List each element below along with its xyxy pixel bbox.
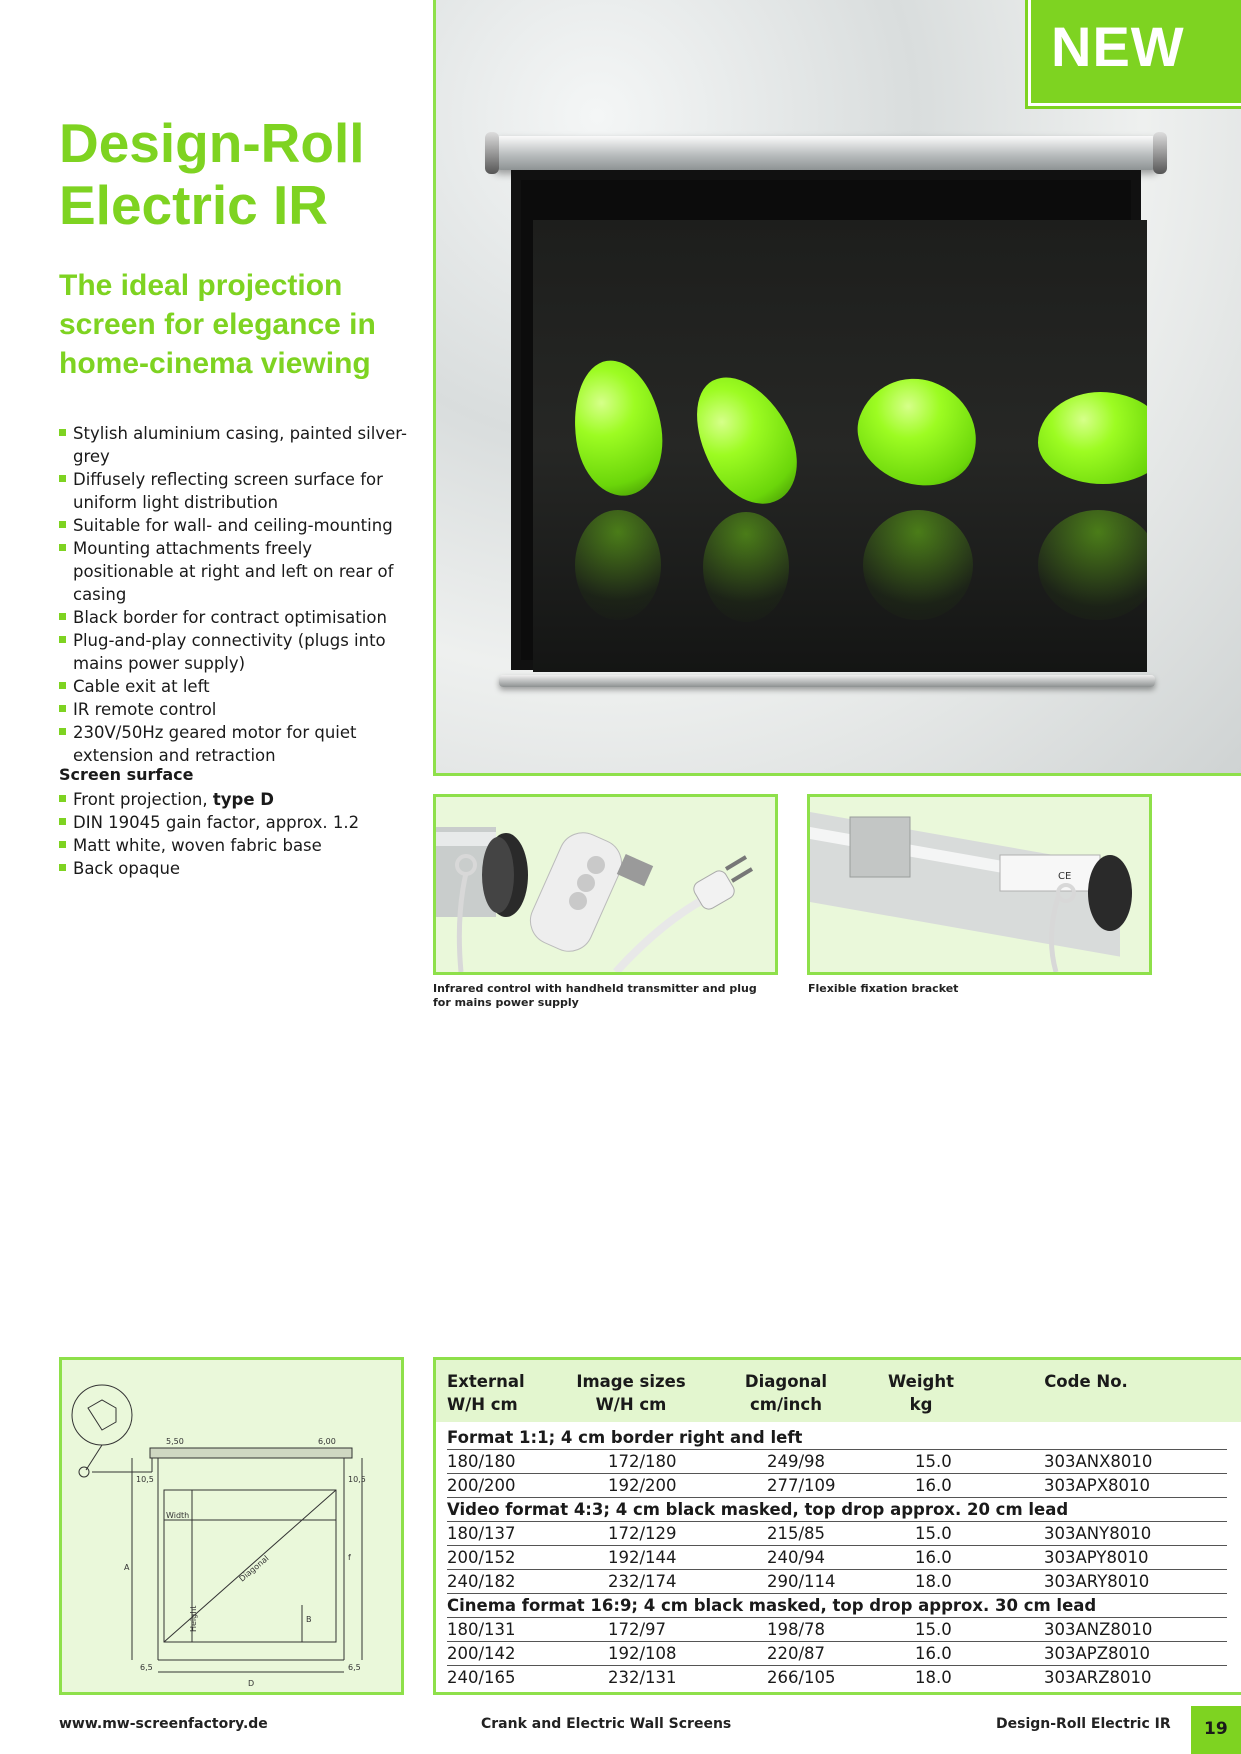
cell-weight: 15.0 — [915, 1452, 952, 1471]
dim-label: B — [306, 1615, 312, 1624]
dim-label: Height — [189, 1605, 198, 1632]
product-subtitle: The ideal projection screen for elegance in home-cinema viewing — [59, 269, 376, 380]
dim-label: f — [348, 1553, 351, 1562]
screen-casing — [491, 136, 1161, 170]
header-line: External — [447, 1372, 525, 1391]
feature-item: Cable exit at left — [59, 675, 414, 698]
feature-list — [59, 422, 414, 767]
feature-item: Stylish aluminium casing, painted silver-grey — [59, 422, 414, 468]
cell-image-size: 192/108 — [608, 1644, 677, 1663]
ce-mark-icon: CE — [1058, 871, 1072, 882]
table-row — [447, 1570, 1227, 1594]
caption-fixation-bracket: Flexible fixation bracket — [808, 982, 959, 995]
dim-label: D — [248, 1679, 255, 1688]
header-line: kg — [909, 1395, 933, 1414]
header-line: Weight — [888, 1372, 954, 1391]
feature-item: Plug-and-play connectivity (plugs into mains power supply) — [59, 629, 414, 675]
surface-item-bold: type D — [212, 790, 274, 809]
cell-weight: 18.0 — [915, 1572, 952, 1591]
green-bean — [676, 360, 816, 520]
cell-external: 240/182 — [447, 1572, 516, 1591]
cell-weight: 15.0 — [915, 1620, 952, 1639]
dimension-diagram — [59, 1357, 404, 1695]
cell-external: 180/180 — [447, 1452, 516, 1471]
screen-surface-list — [59, 788, 414, 880]
dim-label: 10,5 — [348, 1475, 366, 1484]
surface-item — [59, 857, 414, 880]
cell-weight: 16.0 — [915, 1476, 952, 1495]
table-row — [447, 1666, 1227, 1690]
casing-end-cap — [485, 132, 499, 174]
header-line: Image sizes — [576, 1372, 686, 1391]
dim-label: 6,5 — [348, 1663, 361, 1672]
surface-item-text: Front projection, — [73, 790, 213, 809]
feature-item: Mounting attachments freely positionable at right and left on rear of casing — [59, 537, 414, 606]
dim-label: Width — [166, 1511, 190, 1520]
table-row — [447, 1522, 1227, 1546]
cell-code: 303ANZ8010 — [1044, 1620, 1153, 1639]
bean-reflection — [1038, 510, 1147, 620]
bean-reflection — [575, 510, 661, 620]
surface-item — [59, 834, 414, 857]
footer-website-link[interactable]: www.mw-screenfactory.de — [59, 1716, 268, 1732]
spec-table — [433, 1357, 1241, 1695]
surface-item — [59, 811, 414, 834]
header-line: W/H cm — [595, 1395, 667, 1414]
cell-code: 303ARY8010 — [1044, 1572, 1150, 1591]
table-group-row — [447, 1594, 1227, 1618]
cell-image-size: 232/131 — [608, 1668, 677, 1687]
cell-code: 303APZ8010 — [1044, 1644, 1151, 1663]
bean-reflection — [703, 512, 789, 622]
table-row — [447, 1450, 1227, 1474]
table-group-row — [447, 1426, 1227, 1450]
screen-surface-heading: Screen surface — [59, 765, 194, 784]
cell-code: 303ARZ8010 — [1044, 1668, 1152, 1687]
column-header — [447, 1370, 525, 1416]
header-line: cm/inch — [750, 1395, 822, 1414]
technical-drawing — [62, 1360, 401, 1692]
column-header — [741, 1370, 831, 1416]
cell-diagonal: 249/98 — [767, 1452, 826, 1471]
cell-diagonal: 198/78 — [767, 1620, 826, 1639]
cell-diagonal: 220/87 — [767, 1644, 826, 1663]
caption-infrared-control: Infrared control with handheld transmitter and plug for mains power supply — [433, 982, 757, 1009]
cell-external: 240/165 — [447, 1668, 516, 1687]
column-header — [576, 1370, 686, 1416]
column-header — [1036, 1370, 1136, 1393]
table-row — [447, 1642, 1227, 1666]
cell-image-size: 172/97 — [608, 1620, 667, 1639]
header-line: Code No. — [1044, 1372, 1128, 1391]
dim-label: 6,5 — [140, 1663, 153, 1672]
dim-label: 6,00 — [318, 1437, 336, 1446]
cell-image-size: 192/200 — [608, 1476, 677, 1495]
surface-item — [59, 788, 414, 811]
feature-item: IR remote control — [59, 698, 414, 721]
footer-section: Crank and Electric Wall Screens — [481, 1716, 732, 1732]
remote-control-illustration — [436, 797, 775, 972]
header-line: W/H cm — [447, 1395, 518, 1414]
cell-external: 180/137 — [447, 1524, 516, 1543]
dim-label: 5,50 — [166, 1437, 184, 1446]
casing-end-cap — [1153, 132, 1167, 174]
screen-bottom-bar — [499, 675, 1155, 687]
cell-weight: 16.0 — [915, 1548, 952, 1567]
new-badge-label: NEW — [1051, 15, 1185, 78]
cell-external: 180/131 — [447, 1620, 516, 1639]
cell-diagonal: 277/109 — [767, 1476, 836, 1495]
surface-item-text: Back opaque — [73, 859, 181, 878]
table-row — [447, 1474, 1227, 1498]
green-bean — [566, 355, 670, 502]
product-title: Design-Roll Electric IR — [59, 112, 365, 236]
table-row — [447, 1618, 1227, 1642]
cell-diagonal: 290/114 — [767, 1572, 836, 1591]
cell-code: 303APY8010 — [1044, 1548, 1149, 1567]
cell-code: 303APX8010 — [1044, 1476, 1151, 1495]
cell-diagonal: 240/94 — [767, 1548, 826, 1567]
green-bean — [1038, 392, 1147, 484]
cell-image-size: 172/180 — [608, 1452, 677, 1471]
cell-diagonal: 215/85 — [767, 1524, 826, 1543]
feature-item: 230V/50Hz geared motor for quiet extension and retraction — [59, 721, 414, 767]
cell-image-size: 232/174 — [608, 1572, 677, 1591]
remote-control-photo — [433, 794, 778, 975]
group-title: Cinema format 16:9; 4 cm black masked, top drop approx. 30 cm lead — [447, 1596, 1097, 1615]
column-header — [881, 1370, 961, 1416]
surface-item-text: Matt white, woven fabric base — [73, 836, 322, 855]
feature-item: Suitable for wall- and ceiling-mounting — [59, 514, 414, 537]
cell-external: 200/152 — [447, 1548, 516, 1567]
cell-external: 200/142 — [447, 1644, 516, 1663]
cell-image-size: 172/129 — [608, 1524, 677, 1543]
header-line: Diagonal — [744, 1372, 828, 1391]
table-group-row — [447, 1498, 1227, 1522]
cell-external: 200/200 — [447, 1476, 516, 1495]
dim-label: 10,5 — [136, 1475, 154, 1484]
fixation-bracket-photo — [807, 794, 1152, 975]
projection-screen — [511, 170, 1141, 670]
bean-reflection — [863, 510, 973, 620]
cell-weight: 15.0 — [915, 1524, 952, 1543]
cell-weight: 16.0 — [915, 1644, 952, 1663]
surface-item-text: DIN 19045 gain factor, approx. 1.2 — [73, 813, 360, 832]
page-number: 19 — [1204, 1719, 1228, 1739]
feature-item: Black border for contract optimisation — [59, 606, 414, 629]
cell-code: 303ANX8010 — [1044, 1452, 1153, 1471]
table-row — [447, 1546, 1227, 1570]
cell-weight: 18.0 — [915, 1668, 952, 1687]
group-title: Video format 4:3; 4 cm black masked, top drop approx. 20 cm lead — [447, 1500, 1069, 1519]
group-title: Format 1:1; 4 cm border right and left — [447, 1428, 803, 1447]
table-header — [436, 1360, 1241, 1422]
hero-product-photo — [433, 0, 1241, 776]
cell-code: 303ANY8010 — [1044, 1524, 1152, 1543]
new-badge — [1028, 0, 1241, 106]
projected-image — [533, 220, 1147, 672]
cell-diagonal: 266/105 — [767, 1668, 836, 1687]
dim-label: Diagonal — [237, 1553, 271, 1584]
page-number-badge — [1191, 1706, 1241, 1754]
green-bean — [844, 363, 992, 502]
dim-label: A — [124, 1563, 130, 1572]
footer-product: Design-Roll Electric IR — [996, 1716, 1171, 1732]
bracket-illustration — [810, 797, 1149, 972]
feature-item: Diffusely reflecting screen surface for uniform light distribution — [59, 468, 414, 514]
cell-image-size: 192/144 — [608, 1548, 677, 1567]
